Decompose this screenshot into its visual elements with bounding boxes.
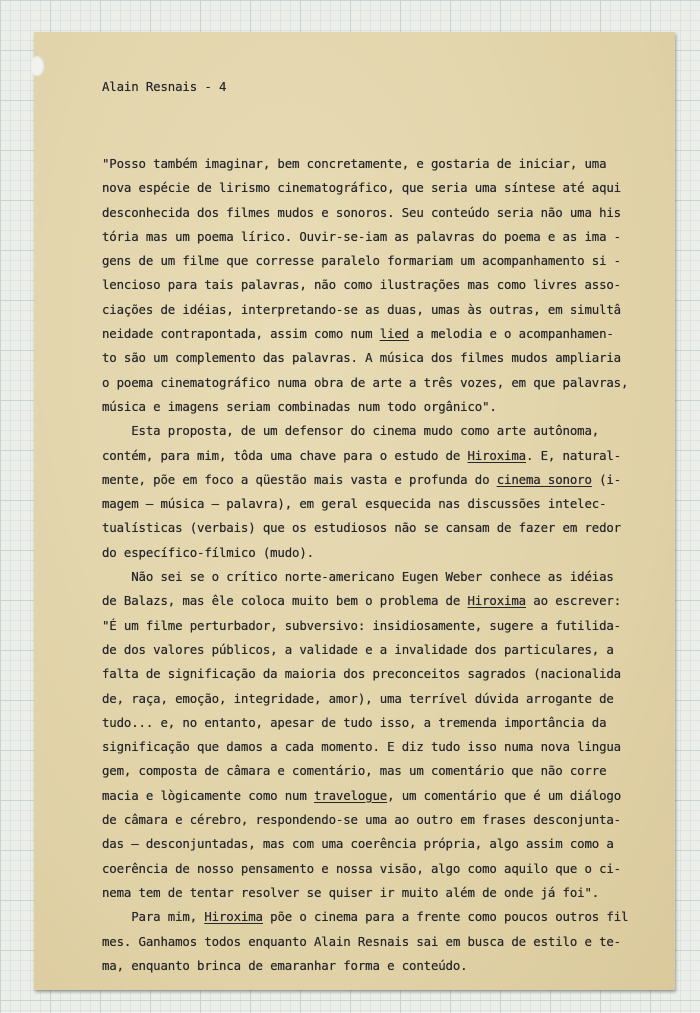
text-line: Não sei se o crítico norte-americano Eugen Weber conhece as idéias (102, 569, 614, 585)
underlined-word: Hiroxima (467, 447, 526, 463)
underlined-word: travelogue (313, 787, 388, 803)
text-line: de Balazs, mas êle coloca muito bem o problema de Hiroxima ao escrever: (102, 593, 622, 609)
text-line: tória mas um poema lírico. Ouvir-se-iam as palavras do poema e as ima - (102, 228, 621, 244)
text-line: desconhecida dos filmes mudos e sonoros. Seu conteúdo seria não uma his (102, 204, 621, 220)
text-line: mes. Ganhamos todos enquanto Alain Resnais sai em busca de estilo e te- (102, 933, 621, 949)
text-line: contém, para mim, tôda uma chave para o estudo de Hiroxima. E, natural- (102, 447, 622, 463)
body-text (102, 152, 662, 978)
underlined-word: Hiroxima (467, 593, 526, 609)
text-line: de câmara e cérebro, respondendo-se uma ao outro em frases desconjunta- (102, 812, 621, 828)
text-line: tualísticas (verbais) que os estudiosos não se cansam de fazer em redor (102, 520, 621, 536)
text-line: magem — música — palavra), em geral esquecida nas discussões intelec- (102, 496, 607, 512)
text-line: to são um complemento das palavras. A música dos filmes mudos ampliaria (102, 350, 621, 366)
text-line: de, raça, emoção, integridade, amor), uma terrível dúvida arrogante de (102, 690, 614, 706)
text-line: gem, composta de câmara e comentário, mas um comentário que não corre (102, 763, 607, 779)
text-line: macia e lògicamente como num travelogue, um comentário que é um diálogo (102, 787, 622, 803)
torn-corner (31, 56, 45, 76)
underlined-word: Hiroxima (204, 909, 263, 925)
text-line: "Posso também imaginar, bem concretamente, e gostaria de iniciar, uma (102, 156, 607, 171)
document-text (102, 44, 662, 993)
text-line: ma, enquanto brinca de emaranhar forma e conteúdo. (102, 957, 468, 973)
text-line: do específico-fílmico (mudo). (102, 544, 314, 560)
text-line: Esta proposta, de um defensor do cinema mudo como arte autônoma, (102, 423, 600, 439)
text-line: nova espécie de lirismo cinematográfico, que seria uma síntese até aqui (102, 180, 621, 196)
text-line: música e imagens seriam combinadas num todo orgânico". (102, 398, 497, 414)
text-line: lencioso para tais palavras, não como ilustrações mas como livres asso- (102, 277, 621, 293)
text-line: mente, põe em foco a qüestão mais vasta e profunda do cinema sonoro (i- (102, 471, 622, 487)
underlined-word: lied (379, 326, 410, 342)
underlined-word: cinema sonoro (496, 471, 592, 487)
text-line: tudo... e, no entanto, apesar de tudo isso, a tremenda importância da (102, 714, 607, 730)
text-line: significação que damos a cada momento. E diz tudo isso numa nova lingua (102, 739, 621, 755)
text-line: ciações de idéias, interpretando-se as duas, umas às outras, em simultâ (102, 301, 621, 317)
text-line: das — desconjuntadas, mas com uma coerência própria, algo assim como a (102, 836, 614, 852)
text-line: gens de um filme que corresse paralelo formariam um acompanhamento si - (102, 253, 621, 269)
page-header: Alain Resnais - 4 (102, 79, 227, 94)
text-line: Para mim, Hiroxima põe o cinema para a frente como poucos outros fil (102, 909, 629, 925)
text-line: coerência de nosso pensamento e nossa visão, algo como aquilo que o ci- (102, 860, 621, 876)
text-line: nema tem de tentar resolver se quiser ir muito além de onde já foi". (102, 884, 600, 900)
text-line: falta de significação da maioria dos preconceitos sagrados (nacionalida (102, 666, 621, 682)
text-line: o poema cinematográfico numa obra de arte a três vozes, em que palavras, (102, 374, 629, 390)
text-line: neidade contrapontada, assim como num lied a melodia e o acompanhamen- (102, 326, 614, 342)
text-line: "É um filme perturbador, subversivo: insidiosamente, sugere a futilida- (102, 617, 621, 633)
text-line: de dos valores públicos, a validade e a invalidade dos particulares, a (102, 641, 614, 657)
